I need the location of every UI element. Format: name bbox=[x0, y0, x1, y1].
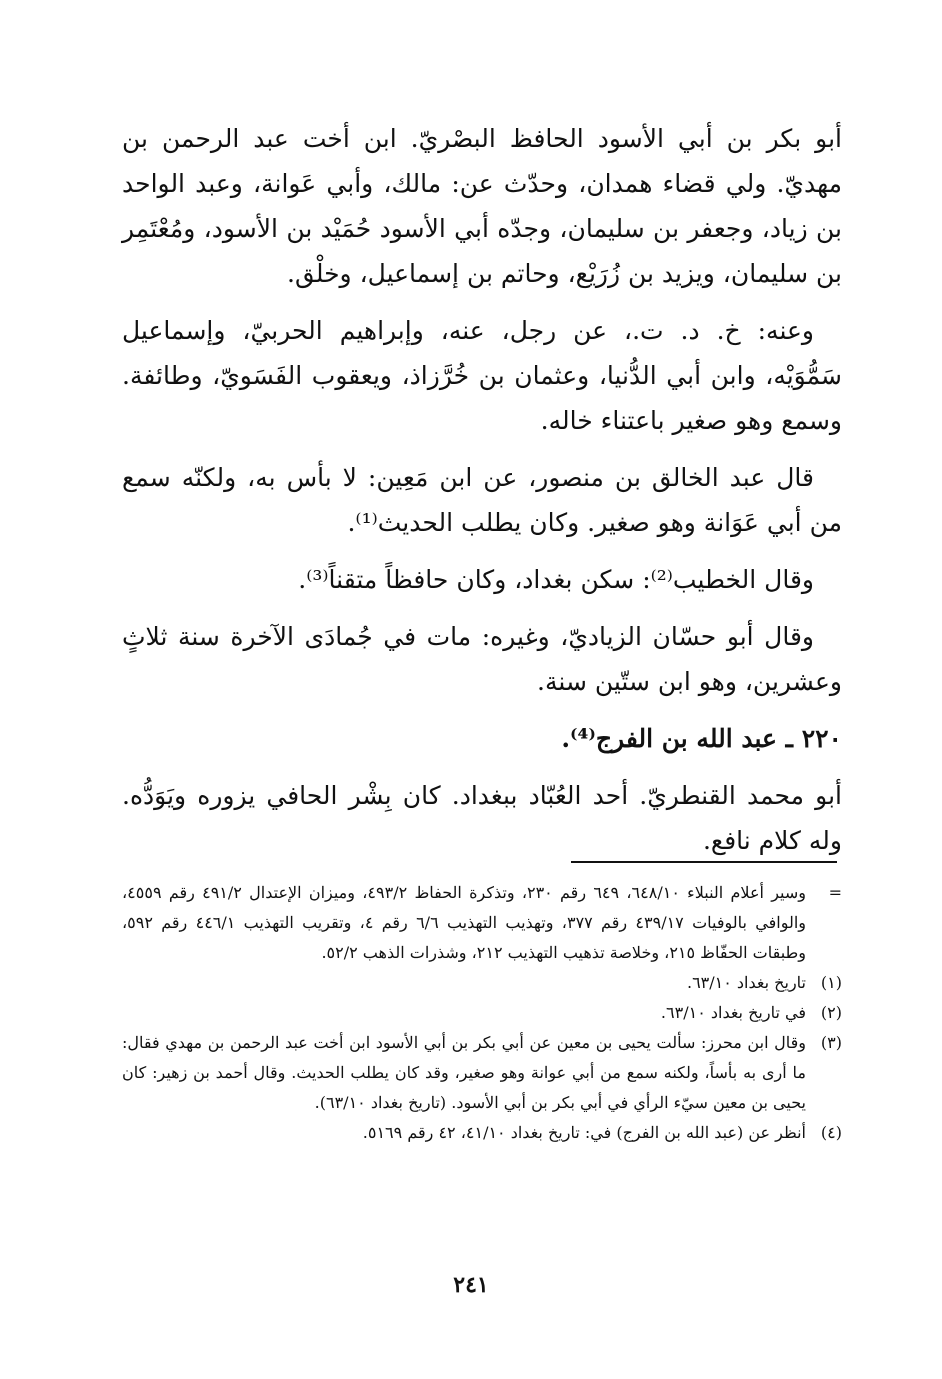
paragraph-1: أبو بكر بن أبي الأسود الحافظ البصْريّ. ابن أخت عبد الرحمن بن مهديّ. ولي قضاء همدان، وحدّث عن: مالك، وأبي عَوانة، وعبد الواحد بن زياد، وجعفر بن سليمان، وجدّه أبي الأسود حُمَيْد بن الأسود، ومُعْتَمِر بن سليمان، ويزيد بن زُرَيْع، وحاتم بن إسماعيل، وخلْق. bbox=[122, 124, 842, 288]
footnote-mark: (٢) bbox=[820, 1003, 842, 1022]
footnote-text: وقال ابن محرز: سألت يحيى بن معين عن أبي بكر بن أبي الأسود ابن أخت عبد الرحمن بن مهدي فقال: ما أرى به بأساً، ولكنه سمع من أبي عوانة وهو صغير، وقد كان يطلب الحديث. وقال أحمد بن زهير: كان يحيى بن معين سيّء الرأي في أبي بكر بن أبي الأسود. (تاريخ بغداد ٦٣/١٠). bbox=[122, 1033, 807, 1112]
footnote-text: أنظر عن (عبد الله بن الفرج) في: تاريخ بغداد ٤١/١٠، ٤٢ رقم ٥١٦٩. bbox=[362, 1123, 806, 1142]
footnote-continuation bbox=[122, 878, 842, 968]
entry-heading: ٢٢٠ ـ عبد الله بن الفرج⁽⁴⁾. bbox=[561, 724, 842, 753]
footnote-separator bbox=[571, 861, 837, 863]
paragraph-4: وقال الخطيب⁽²⁾: سكن بغداد، وكان حافظاً متقناً⁽³⁾. bbox=[298, 565, 814, 594]
footnote-text: وسير أعلام النبلاء ٦٤٨/١٠، ٦٤٩ رقم ٢٣٠، وتذكرة الحفاظ ٤٩٣/٢، وميزان الإعتدال ٤٩١/٢ رقم ٤٥٥٩، والوافي بالوفيات ٤٣٩/١٧ رقم ٣٧٧، وتهذيب التهذيب ٦/٦ رقم ٤، وتقريب التهذيب ٤٤٦/١ رقم ٥٩٢، وطبقات الحفّاظ ٢١٥، وخلاصة تذهيب التهذيب ٢١٢، وشذرات الذهب ٥٢/٢. bbox=[122, 883, 807, 962]
paragraph-3: قال عبد الخالق بن منصور، عن ابن مَعِين: لا بأس به، ولكنّه سمع من أبي عَوَانة وهو صغير. وكان يطلب الحديث⁽¹⁾. bbox=[122, 463, 842, 537]
paragraph-2: وعنه: خ. د. ت.، عن رجل، عنه، وإبراهيم الحربيّ، وإسماعيل سَمُّوَيْه، وابن أبي الدُّنيا، وعثمان بن خُرَّزاذ، ويعقوب الفَسَويّ، وطائفة. وسمع وهو صغير باعتناء خاله. bbox=[122, 316, 842, 435]
footnote-mark: (١) bbox=[820, 973, 842, 992]
main-text bbox=[122, 116, 842, 875]
footnote-2 bbox=[122, 998, 842, 1028]
footnote-text: تاريخ بغداد ٦٣/١٠. bbox=[686, 973, 806, 992]
footnote-text: في تاريخ بغداد ٦٣/١٠. bbox=[660, 1003, 806, 1022]
page-number: ٢٤١ bbox=[453, 1272, 489, 1298]
footnote-1 bbox=[122, 968, 842, 998]
footnote-mark: (٣) bbox=[820, 1033, 842, 1052]
footnote-mark: = bbox=[828, 883, 842, 902]
footnote-mark: (٤) bbox=[820, 1123, 842, 1142]
footnotes bbox=[122, 878, 842, 1148]
entry-body: أبو محمد القنطريّ. أحد العُبّاد ببغداد. كان بِشْر الحافي يزوره ويَوَدُّه. وله كلام نافع. bbox=[122, 781, 842, 855]
footnote-3 bbox=[122, 1028, 842, 1118]
footnote-4 bbox=[122, 1118, 842, 1148]
paragraph-5: وقال أبو حسّان الزياديّ، وغيره: مات في جُمادَى الآخرة سنة ثلاثٍ وعشرين، وهو ابن ستّين سنة. bbox=[122, 622, 842, 696]
